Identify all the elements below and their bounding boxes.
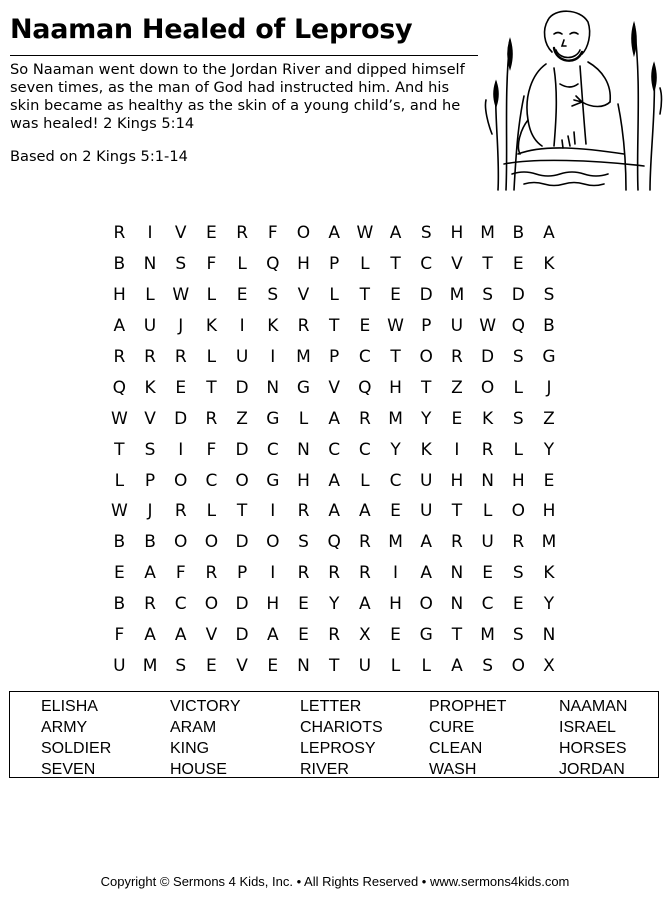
grid-letter: C [389, 470, 402, 491]
grid-letter: E [298, 594, 309, 615]
grid-letter: R [113, 347, 126, 367]
grid-letter: U [450, 316, 464, 337]
grid-letter: A [174, 625, 187, 646]
grid-letter: H [450, 223, 464, 244]
grid-letter: E [390, 625, 401, 646]
grid-letter: L [421, 655, 431, 676]
grid-letter: R [358, 563, 371, 584]
grid-letter: S [482, 655, 493, 676]
grid-letter: R [144, 594, 156, 615]
grid-letter: U [419, 501, 433, 522]
word-list-item: LEPROSY [300, 740, 376, 757]
word-list-item: ELISHA [41, 698, 98, 715]
grid-letter: F [267, 223, 278, 244]
grid-letter: D [235, 594, 249, 615]
grid-letter: S [512, 408, 524, 429]
grid-letter: T [421, 377, 432, 398]
grid-letter: E [390, 501, 401, 522]
grid-letter: S [175, 655, 187, 676]
grid-letter: O [511, 501, 525, 522]
word-list-item: HOUSE [170, 761, 227, 778]
grid-letter: U [481, 532, 494, 553]
grid-letter: D [235, 532, 249, 553]
grid-letter: K [144, 377, 156, 398]
grid-letter: N [297, 439, 310, 460]
grid-letter: K [420, 439, 432, 460]
grid-letter: N [266, 377, 280, 398]
grid-letter: O [266, 532, 280, 553]
grid-letter: E [298, 625, 309, 646]
grid-letter: R [174, 501, 187, 522]
grid-letter: S [512, 347, 524, 367]
grid-letter: E [267, 655, 279, 676]
grid-letter: E [236, 285, 248, 306]
word-list-column [170, 696, 241, 780]
copyright-footer: Copyright © Sermons 4 Kids, Inc. • All Rights Reserved • www.sermons4kids.com [100, 874, 570, 889]
grid-letter: Q [358, 377, 372, 398]
grid-letter: L [329, 285, 339, 306]
grid-letter: H [511, 470, 525, 491]
grid-letter: L [360, 470, 370, 491]
grid-letter: D [419, 285, 433, 306]
grid-letter: V [236, 655, 248, 676]
grid-letter: K [205, 316, 217, 337]
grid-letter: H [389, 594, 402, 615]
grid-letter: D [511, 285, 525, 306]
grid-letter: L [390, 655, 401, 676]
grid-letter: W [387, 316, 404, 337]
grid-letter: Y [328, 594, 340, 615]
grid-letter: K [543, 563, 555, 584]
grid-letter: I [270, 347, 276, 367]
grid-letter: S [144, 439, 156, 460]
grid-letter: R [451, 532, 463, 553]
grid-letter: L [298, 408, 309, 429]
grid-letter: I [178, 439, 184, 460]
grid-letter: Z [451, 377, 463, 398]
grid-letter: C [481, 594, 494, 615]
grid-letter: R [328, 563, 341, 584]
grid-letter: M [480, 223, 495, 244]
grid-letter: P [144, 470, 156, 491]
word-list-column [41, 696, 111, 780]
grid-letter: L [206, 501, 217, 522]
grid-letter: A [328, 223, 340, 244]
grid-letter: G [266, 470, 280, 491]
grid-letter: S [298, 532, 309, 553]
grid-letter: E [390, 285, 401, 306]
grid-letter: U [358, 655, 372, 676]
grid-letter: H [389, 377, 402, 398]
grid-letter: W [356, 223, 374, 244]
grid-letter: I [393, 563, 399, 584]
grid-letter: V [297, 285, 310, 306]
grid-letter: A [328, 408, 340, 429]
word-list-item: ARAM [170, 719, 217, 736]
grid-letter: D [235, 625, 249, 646]
grid-letter: R [358, 532, 371, 553]
word-list-column [300, 696, 383, 780]
word-list-item: PROPHET [429, 698, 507, 715]
word-list-item: ISRAEL [559, 719, 616, 736]
grid-letter: Y [543, 439, 555, 460]
grid-letter: A [328, 470, 340, 491]
grid-letter: Q [511, 316, 525, 337]
grid-letter: Y [543, 594, 555, 615]
grid-letter: G [419, 625, 433, 646]
word-search-grid [104, 218, 564, 681]
grid-letter: X [359, 625, 371, 646]
word-list-item: CLEAN [429, 740, 483, 757]
grid-letter: M [296, 347, 311, 367]
grid-letter: N [143, 254, 157, 275]
grid-letter: O [204, 594, 219, 615]
grid-letter: J [546, 377, 552, 398]
grid-letter: H [297, 470, 310, 491]
grid-letter: O [174, 470, 188, 491]
grid-letter: A [359, 501, 371, 522]
grid-letter: K [267, 316, 279, 337]
grid-letter: M [449, 285, 465, 306]
grid-letter: S [175, 254, 187, 275]
man-bathing-in-river-illustration [484, 4, 664, 192]
grid-letter: M [388, 408, 403, 429]
grid-letter: M [480, 625, 495, 646]
word-list-item: LETTER [300, 698, 362, 715]
grid-letter: E [482, 563, 493, 584]
grid-letter: A [113, 316, 126, 337]
grid-letter: U [113, 655, 126, 676]
grid-letter: O [419, 347, 433, 367]
grid-letter: R [297, 501, 310, 522]
grid-letter: D [235, 377, 249, 398]
word-list-item: ARMY [41, 719, 88, 736]
grid-letter: T [236, 501, 248, 522]
grid-letter: G [542, 347, 556, 367]
grid-letter: O [204, 532, 219, 553]
grid-letter: H [266, 594, 280, 615]
grid-letter: S [512, 563, 524, 584]
grid-letter: V [205, 625, 218, 646]
grid-letter: E [359, 316, 371, 337]
grid-letter: M [388, 532, 403, 553]
title-divider [10, 55, 478, 56]
grid-letter: D [235, 439, 249, 460]
grid-letter: U [143, 316, 157, 337]
word-list-item: HORSES [559, 740, 627, 757]
grid-letter: T [359, 285, 371, 306]
grid-letter: L [513, 439, 524, 460]
scripture-reference: Based on 2 Kings 5:1-14 [10, 148, 188, 165]
grid-letter: A [451, 655, 463, 676]
grid-letter: C [174, 594, 187, 615]
grid-letter: Z [236, 408, 248, 429]
grid-letter: O [419, 594, 433, 615]
grid-letter: L [206, 347, 217, 367]
grid-letter: L [114, 470, 125, 491]
grid-letter: T [114, 439, 125, 460]
grid-letter: T [451, 501, 463, 522]
grid-letter: Y [390, 439, 401, 460]
grid-letter: B [543, 316, 555, 337]
grid-letter: T [390, 347, 401, 367]
grid-letter: P [329, 347, 340, 367]
grid-letter: A [328, 501, 340, 522]
grid-letter: R [328, 625, 341, 646]
grid-letter: L [482, 501, 493, 522]
grid-letter: S [267, 285, 279, 306]
grid-letter: T [451, 625, 463, 646]
grid-letter: T [328, 655, 340, 676]
grid-letter: D [481, 347, 495, 367]
grid-letter: F [175, 563, 186, 584]
grid-letter: C [266, 439, 279, 460]
grid-letter: T [482, 254, 493, 275]
grid-letter: F [206, 254, 217, 275]
grid-letter: O [480, 377, 495, 398]
grid-letter: R [205, 563, 218, 584]
grid-letter: E [175, 377, 187, 398]
grid-letter: T [390, 254, 401, 275]
grid-letter: R [236, 223, 248, 244]
grid-letter: W [110, 408, 128, 429]
grid-letter: S [512, 625, 524, 646]
grid-letter: M [541, 532, 557, 553]
grid-letter: L [206, 285, 217, 306]
grid-letter: E [512, 594, 524, 615]
grid-letter: Y [421, 408, 432, 429]
grid-letter: O [235, 470, 249, 491]
grid-letter: I [270, 563, 276, 584]
grid-letter: B [512, 223, 525, 244]
grid-letter: R [451, 347, 463, 367]
grid-letter: U [235, 347, 249, 367]
grid-letter: V [328, 377, 340, 398]
grid-letter: W [172, 285, 190, 306]
grid-letter: K [543, 254, 555, 275]
grid-letter: R [144, 347, 156, 367]
grid-letter: K [482, 408, 494, 429]
grid-letter: Q [266, 254, 280, 275]
grid-letter: U [419, 470, 433, 491]
grid-letter: B [113, 532, 126, 553]
grid-letter: M [142, 655, 158, 676]
grid-letter: S [482, 285, 493, 306]
grid-letter: V [144, 408, 156, 429]
grid-letter: A [266, 625, 279, 646]
word-list-item: CHARIOTS [300, 719, 383, 736]
grid-letter: W [110, 501, 128, 522]
grid-letter: A [359, 594, 371, 615]
word-list-item: NAAMAN [559, 698, 628, 715]
grid-letter: I [239, 316, 245, 337]
scripture-text: So Naaman went down to the Jordan River and dipped himself seven times, as the man of God had instructed him. And his skin became as healthy as the skin of a young child’s, and he was healed! 2 Kings 5:14 [10, 61, 465, 132]
word-list-column [429, 696, 506, 780]
grid-letter: N [481, 470, 494, 491]
word-list-column [559, 696, 627, 780]
grid-letter: G [296, 377, 311, 398]
word-list-item: SOLDIER [41, 740, 112, 757]
grid-letter: T [328, 316, 340, 337]
grid-letter: H [112, 285, 126, 306]
grid-letter: A [144, 563, 156, 584]
grid-letter: A [420, 563, 433, 584]
word-list-item: KING [170, 740, 210, 757]
grid-letter: F [206, 439, 217, 460]
grid-letter: O [296, 223, 311, 244]
grid-letter: J [147, 501, 153, 522]
grid-letter: A [144, 625, 156, 646]
grid-letter: N [450, 563, 464, 584]
grid-letter: R [358, 408, 371, 429]
grid-letter: R [174, 347, 187, 367]
grid-letter: B [144, 532, 156, 553]
word-list-item: RIVER [300, 761, 349, 778]
grid-letter: E [206, 655, 217, 676]
grid-letter: O [511, 655, 525, 676]
grid-letter: O [174, 532, 188, 553]
grid-letter: C [358, 347, 371, 367]
grid-letter: H [297, 254, 310, 275]
grid-letter: C [205, 470, 218, 491]
word-list-item: SEVEN [41, 761, 96, 778]
grid-letter: H [542, 501, 556, 522]
grid-letter: V [451, 254, 463, 275]
grid-letter: C [420, 254, 433, 275]
grid-letter: A [389, 223, 402, 244]
grid-letter: N [297, 655, 310, 676]
grid-letter: T [206, 377, 217, 398]
grid-letter: R [205, 408, 218, 429]
grid-letter: E [451, 408, 463, 429]
grid-letter: L [237, 254, 247, 275]
grid-letter: P [329, 254, 340, 275]
word-list-item: WASH [429, 761, 477, 778]
grid-letter: V [174, 223, 187, 244]
grid-letter: Q [112, 377, 127, 398]
grid-letter: I [147, 223, 153, 244]
grid-letter: B [113, 594, 126, 615]
grid-letter: W [479, 316, 496, 337]
grid-letter: R [481, 439, 494, 460]
word-list-item: CURE [429, 719, 475, 736]
grid-letter: R [113, 223, 126, 244]
grid-letter: B [113, 254, 126, 275]
grid-letter: I [454, 439, 460, 460]
grid-letter: R [297, 316, 310, 337]
grid-letter: E [543, 470, 555, 491]
grid-letter: L [145, 285, 155, 306]
grid-letter: A [543, 223, 555, 244]
grid-letter: P [421, 316, 432, 337]
grid-letter: E [512, 254, 524, 275]
grid-letter: C [328, 439, 341, 460]
grid-letter: N [450, 594, 464, 615]
grid-letter: L [360, 254, 370, 275]
grid-letter: X [543, 655, 555, 676]
grid-letter: E [206, 223, 217, 244]
grid-letter: S [420, 223, 432, 244]
grid-letter: Z [543, 408, 555, 429]
grid-letter: H [450, 470, 464, 491]
grid-letter: L [513, 377, 524, 398]
grid-letter: R [512, 532, 525, 553]
grid-letter: N [542, 625, 556, 646]
grid-letter: F [114, 625, 125, 646]
grid-letter: I [270, 501, 276, 522]
grid-letter: J [178, 316, 184, 337]
grid-letter: C [358, 439, 371, 460]
grid-letter: G [266, 408, 280, 429]
grid-letter: Q [327, 532, 341, 553]
word-list-box [9, 691, 659, 778]
word-list-item: VICTORY [170, 698, 241, 715]
grid-letter: D [174, 408, 188, 429]
word-list-item: JORDAN [559, 761, 625, 778]
grid-letter: R [297, 563, 310, 584]
grid-letter: A [420, 532, 433, 553]
grid-letter: S [543, 285, 555, 306]
grid-letter: E [113, 563, 125, 584]
grid-letter: P [236, 563, 248, 584]
page-title: Naaman Healed of Leprosy [10, 14, 413, 45]
